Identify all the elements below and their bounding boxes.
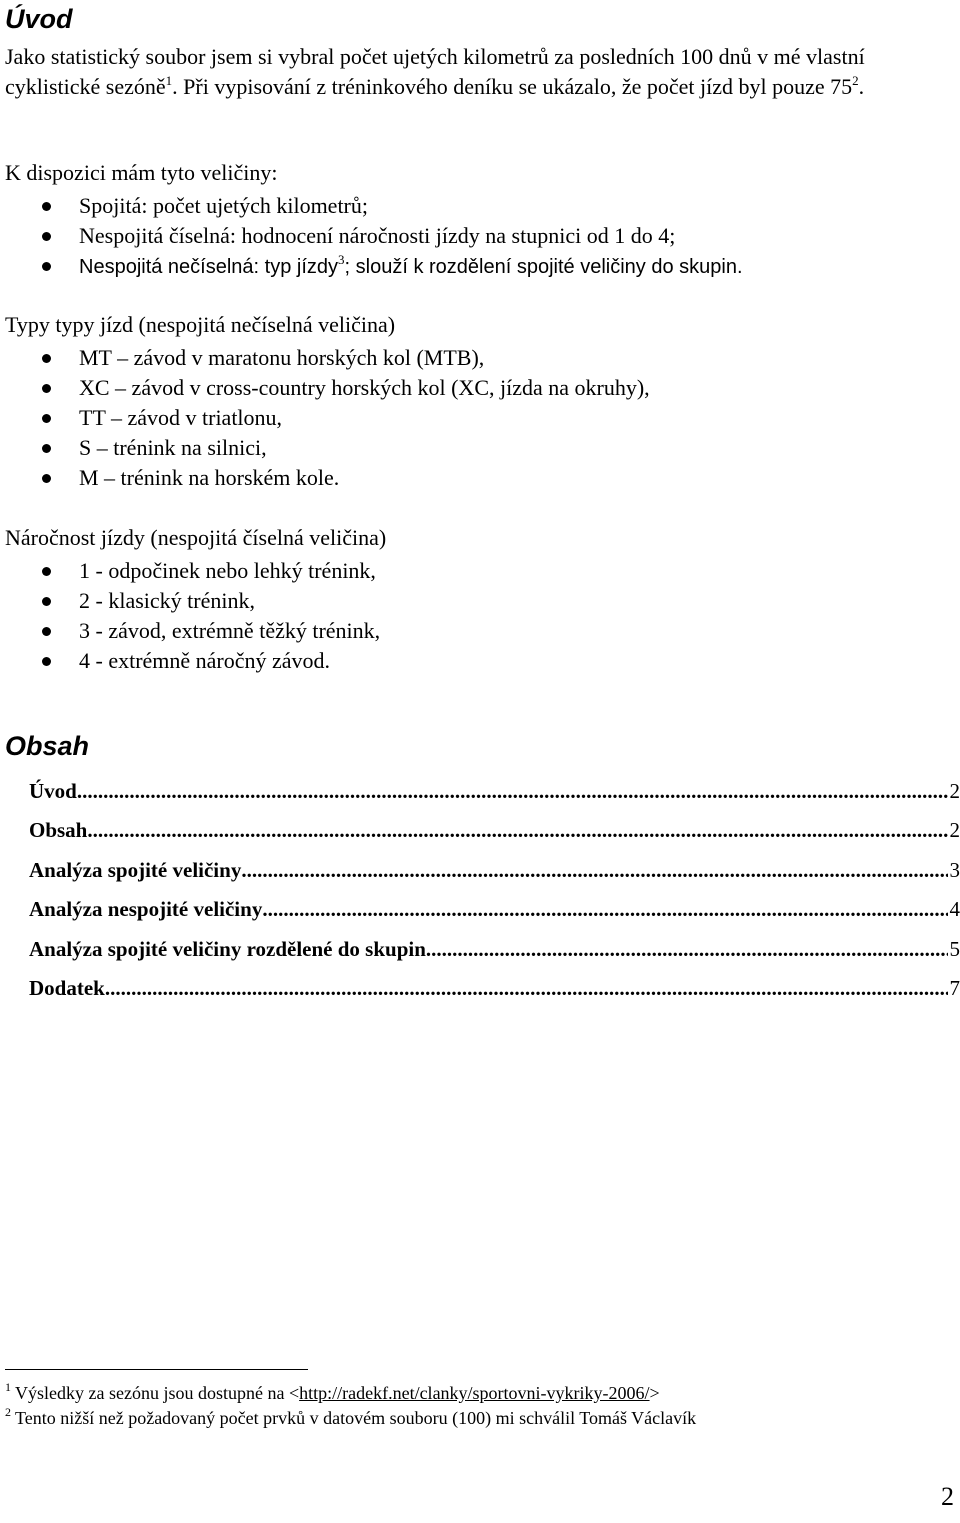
- list-item: Spojitá: počet ujetých kilometrů;: [0, 191, 950, 221]
- toc-page-number: 7: [949, 975, 960, 1000]
- toc-entry[interactable]: Obsah ..... 2: [29, 816, 960, 855]
- toc-page-number: 2: [949, 779, 960, 803]
- dot-leader: [105, 974, 948, 1002]
- list-item: 3 - závod, extrémně těžký trénink,: [0, 616, 950, 646]
- dot-leader: [241, 856, 947, 884]
- footnote-separator: [5, 1369, 308, 1370]
- bullet-icon: [42, 262, 51, 271]
- toc-page-number: 2: [949, 818, 960, 843]
- variables-intro: K dispozici mám tyto veličiny:: [5, 160, 278, 185]
- intro-text-1: Jako statistický soubor jsem si vybral počet ujetých kilometrů za posledních 100 dnů v mé vlastní cyklistické sezóně: [5, 44, 865, 99]
- toc-page-number: 3: [949, 857, 960, 882]
- types-list: [0, 343, 950, 493]
- intro-heading: Úvod: [5, 4, 73, 34]
- footnote-link[interactable]: http://radekf.net/clanky/sportovni-vykriky-2006/: [299, 1383, 650, 1403]
- footnote-ref-2[interactable]: 2: [852, 73, 859, 88]
- intro-paragraph: [5, 42, 950, 102]
- toc-entry[interactable]: Analýza spojité veličiny ..... 3: [29, 856, 960, 895]
- bullet-icon: [42, 384, 51, 393]
- page-number: 2: [941, 1482, 954, 1511]
- difficulty-heading: Náročnost jízdy (nespojitá číselná veličina): [5, 525, 387, 550]
- list-item: S – trénink na silnici,: [0, 433, 950, 463]
- toc-heading: Obsah: [5, 731, 90, 761]
- list-item: Nespojitá číselná: hodnocení náročnosti jízdy na stupnici od 1 do 4;: [0, 221, 950, 251]
- difficulty-list: [0, 556, 950, 676]
- list-item: TT – závod v triatlonu,: [0, 403, 950, 433]
- list-item: 2 - klasický trénink,: [0, 586, 950, 616]
- toc-entry[interactable]: Analýza nespojité veličiny ..... 4: [29, 895, 960, 934]
- bullet-icon: [42, 474, 51, 483]
- list-item: M – trénink na horském kole.: [0, 463, 950, 493]
- bullet-icon: [42, 202, 51, 211]
- list-item: MT – závod v maratonu horských kol (MTB),: [0, 343, 950, 373]
- toc-entry[interactable]: Úvod ..... 2: [29, 777, 960, 816]
- bullet-icon: [42, 354, 51, 363]
- toc-entry[interactable]: Analýza spojité veličiny rozdělené do skupin ..... 5: [29, 935, 960, 974]
- list-item: XC – závod v cross-country horských kol (XC, jízda na okruhy),: [0, 373, 950, 403]
- toc-page-number: 5: [949, 936, 960, 961]
- list-item: 1 - odpočinek nebo lehký trénink,: [0, 556, 950, 586]
- list-item: Nespojitá nečíselná: typ jízdy$^3$; slouží k rozdělení spojité veličiny do skupin.: [0, 251, 950, 281]
- variables-list: [0, 191, 950, 281]
- dot-leader: [262, 895, 947, 923]
- footnote-1: $^1$ Výsledky za sezónu jsou dostupné na <http://radekf.net/clanky/sportovni-vykriky-2006/>: [5, 1380, 660, 1403]
- toc-entry[interactable]: Dodatek ..... 7: [29, 974, 960, 1013]
- table-of-contents: [29, 777, 960, 1013]
- footnote-2: $^2$ Tento nižší než požadovaný počet prvků v datovém souboru (100) mi schválil Tomáš Václavík: [5, 1405, 697, 1428]
- dot-leader: [77, 777, 948, 805]
- footnote-ref-3[interactable]: 3: [338, 252, 345, 267]
- footnote-ref-1[interactable]: 1: [165, 73, 173, 88]
- bullet-icon: [42, 567, 51, 576]
- intro-text-3: .: [858, 74, 865, 99]
- list-item: 4 - extrémně náročný závod.: [0, 646, 950, 676]
- types-heading: Typy typy jízd (nespojitá nečíselná veličina): [5, 312, 396, 337]
- intro-text-2: . Při vypisování z tréninkového deníku se ukázalo, že počet jízd byl pouze 75: [172, 74, 853, 99]
- bullet-icon: [42, 627, 51, 636]
- dot-leader: [426, 935, 948, 963]
- bullet-icon: [42, 444, 51, 453]
- bullet-icon: [42, 657, 51, 666]
- bullet-icon: [42, 414, 51, 423]
- toc-page-number: 4: [949, 897, 960, 922]
- bullet-icon: [42, 232, 51, 241]
- bullet-icon: [42, 597, 51, 606]
- dot-leader: [87, 816, 947, 844]
